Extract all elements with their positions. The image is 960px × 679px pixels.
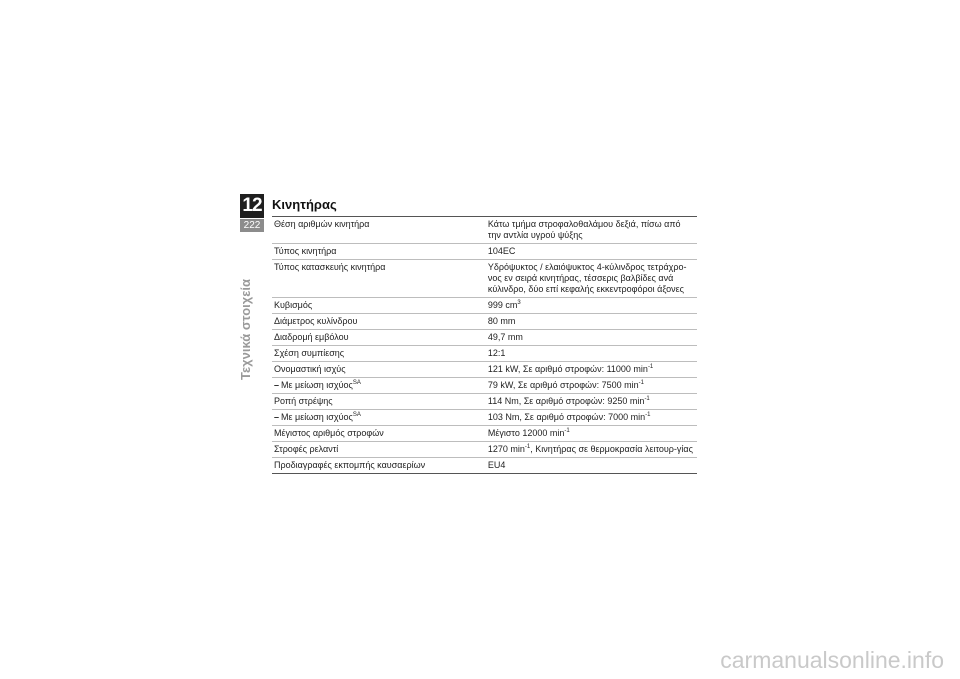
spec-value: 49,7 mm bbox=[486, 330, 697, 346]
table-row bbox=[272, 410, 697, 426]
spec-value-superscript: -1 bbox=[564, 428, 570, 434]
spec-label: Διάμετρος κυλίνδρου bbox=[272, 314, 486, 330]
spec-label: Τύπος κινητήρα bbox=[272, 244, 486, 260]
spec-value-superscript: -1 bbox=[638, 380, 644, 386]
spec-value bbox=[486, 410, 697, 426]
spec-label: Προδιαγραφές εκπομπής καυσαερίων bbox=[272, 458, 486, 474]
spec-label-text: Με μείωση ισχύος bbox=[281, 380, 353, 390]
spec-value-text-continued: , Κινητήρας σε θερμοκρασία λειτουρ-γίας bbox=[530, 444, 693, 454]
spec-label-superscript: SA bbox=[352, 412, 361, 418]
spec-label: Ονομαστική ισχύς bbox=[272, 362, 486, 378]
section-title: Κινητήρας bbox=[272, 197, 337, 212]
table-row bbox=[272, 458, 697, 474]
spec-value bbox=[486, 378, 697, 394]
spec-value: 80 mm bbox=[486, 314, 697, 330]
spec-value-text: 1270 min bbox=[487, 444, 525, 454]
chapter-tab bbox=[240, 194, 264, 232]
table-row bbox=[272, 362, 697, 378]
table-row bbox=[272, 394, 697, 410]
spec-label: Μέγιστος αριθμός στροφών bbox=[272, 426, 486, 442]
spec-value-text: 999 cm bbox=[487, 300, 518, 310]
table-row bbox=[272, 217, 697, 244]
watermark: carmanualsonline.info bbox=[720, 647, 944, 673]
spec-value-superscript: -1 bbox=[645, 412, 651, 418]
spec-value-text: 79 kW, Σε αριθμό στροφών: 7500 min bbox=[487, 380, 639, 390]
page-number: 222 bbox=[240, 219, 264, 232]
spec-label: Στροφές ρελαντί bbox=[272, 442, 486, 458]
spec-label: Ροπή στρέψης bbox=[272, 394, 486, 410]
spec-value-superscript: -1 bbox=[644, 396, 650, 402]
spec-value bbox=[486, 362, 697, 378]
table-row bbox=[272, 244, 697, 260]
table-row bbox=[272, 442, 697, 458]
spec-value: EU4 bbox=[486, 458, 697, 474]
spec-label: Κυβισμός bbox=[272, 298, 486, 314]
spec-value-superscript: 3 bbox=[517, 300, 521, 306]
spec-label-text: Με μείωση ισχύος bbox=[281, 412, 353, 422]
spec-value-text: 103 Nm, Σε αριθμό στροφών: 7000 min bbox=[487, 412, 646, 422]
spec-value: Υδρόψυκτος / ελαιόψυκτος 4-κύλινδρος τετράχρο-νος εν σειρά κινητήρας, τέσσερις βαλβίδες ανά κύλινδρο, δύο επί κεφαλής εκκεντροφόροι άξονες bbox=[486, 260, 697, 298]
table-row bbox=[272, 298, 697, 314]
spec-value bbox=[486, 442, 697, 458]
chapter-number: 12 bbox=[240, 194, 264, 218]
table-row bbox=[272, 260, 697, 298]
spec-label: Διαδρομή εμβόλου bbox=[272, 330, 486, 346]
spec-value: 12:1 bbox=[486, 346, 697, 362]
table-row bbox=[272, 426, 697, 442]
table-row bbox=[272, 346, 697, 362]
spec-value: Κάτω τμήμα στροφαλοθαλάμου δεξιά, πίσω από την αντλία υγρού ψύξης bbox=[486, 217, 697, 244]
spec-value bbox=[486, 298, 697, 314]
sub-item-dash: – bbox=[274, 380, 280, 390]
spec-label bbox=[272, 378, 486, 394]
spec-label bbox=[272, 410, 486, 426]
spec-value-superscript: -1 bbox=[524, 444, 531, 450]
table-row bbox=[272, 330, 697, 346]
spec-label: Τύπος κατασκευής κινητήρα bbox=[272, 260, 486, 298]
spec-value-text: 114 Nm, Σε αριθμό στροφών: 9250 min bbox=[487, 396, 645, 406]
spec-label: Σχέση συμπίεσης bbox=[272, 346, 486, 362]
spec-value-superscript: -1 bbox=[647, 364, 654, 370]
spec-value bbox=[486, 394, 697, 410]
spec-label: Θέση αριθμών κινητήρα bbox=[272, 217, 486, 244]
chapter-title: Τεχνικά στοιχεία bbox=[238, 278, 253, 380]
table-row bbox=[272, 378, 697, 394]
spec-value bbox=[486, 426, 697, 442]
table-row bbox=[272, 314, 697, 330]
sub-item-dash: – bbox=[274, 412, 280, 422]
spec-label-superscript: SA bbox=[352, 380, 361, 386]
engine-spec-table bbox=[272, 216, 697, 474]
spec-value: 104EC bbox=[486, 244, 697, 260]
spec-value-text: 121 kW, Σε αριθμό στροφών: 11000 min bbox=[487, 364, 648, 374]
spec-value-text: Μέγιστο 12000 min bbox=[487, 428, 565, 438]
